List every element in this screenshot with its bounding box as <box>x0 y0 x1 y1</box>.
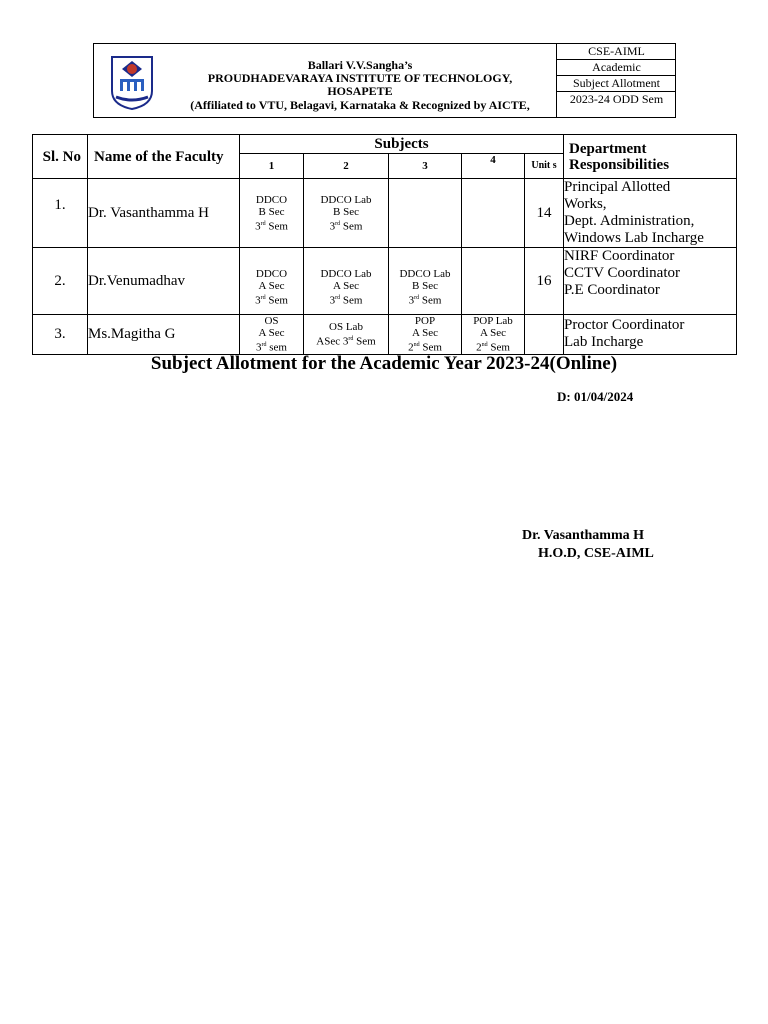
subject-col-3: 3 <box>389 154 462 179</box>
subject-cell: DDCO Lab B Sec 3rd Sem <box>389 248 462 315</box>
header-faculty: Name of the Faculty <box>88 135 240 179</box>
letterhead <box>93 43 676 118</box>
header-subjects: Subjects <box>240 135 564 154</box>
row-responsibilities: NIRF Coordinator CCTV Coordinator P.E Coordinator <box>564 248 737 315</box>
allotment-table <box>32 134 737 355</box>
units-col: Unit s <box>525 154 564 179</box>
subject-cell: OS Lab ASec 3rd Sem <box>304 315 389 355</box>
document-date: D: 01/04/2024 <box>557 389 634 404</box>
institute-location: HOSAPETE <box>327 84 393 98</box>
category-label: Academic <box>557 60 676 76</box>
doc-type-label: Subject Allotment <box>557 76 676 92</box>
row-responsibilities: Principal Allotted Works, Dept. Administration, Windows Lab Incharge <box>564 179 737 248</box>
table-row <box>33 179 737 248</box>
table-row <box>33 248 737 315</box>
signatory-designation: H.O.D, CSE-AIML <box>538 546 654 561</box>
subject-col-2: 2 <box>304 154 389 179</box>
dept-label: CSE-AIML <box>557 44 676 60</box>
institute-name-block <box>164 59 556 112</box>
subject-col-1: 1 <box>240 154 304 179</box>
subject-cell: POP Lab A Sec 2nd Sem <box>462 315 525 355</box>
semester-label: 2023-24 ODD Sem <box>569 92 664 106</box>
row-slno: 1. <box>33 179 88 248</box>
subject-cell: DDCO B Sec 3rd Sem <box>240 179 304 248</box>
subject-cell <box>462 179 525 248</box>
signatory-name: Dr. Vasanthamma H <box>522 528 645 543</box>
header-dept: Department Responsibilities <box>564 135 737 179</box>
document-info <box>556 44 676 117</box>
subject-cell: DDCO Lab B Sec 3rd Sem <box>304 179 389 248</box>
row-units: 16 <box>525 248 564 315</box>
subject-col-4: 4 <box>462 154 525 179</box>
subject-cell: DDCO A Sec 3rd Sem <box>240 248 304 315</box>
row-units: 14 <box>525 179 564 248</box>
row-faculty-name: Dr.Venumadhav <box>88 248 240 315</box>
row-slno: 3. <box>33 315 88 355</box>
institute-logo-icon <box>108 51 156 111</box>
header-slno: Sl. No <box>33 135 88 179</box>
society-name: Ballari V.V.Sangha’s <box>307 58 413 72</box>
institute-name: PROUDHADEVARAYA INSTITUTE OF TECHNOLOGY, <box>207 71 513 85</box>
row-slno: 2. <box>33 248 88 315</box>
row-faculty-name: Ms.Magitha G <box>88 315 240 355</box>
subject-cell <box>389 179 462 248</box>
subject-cell: DDCO Lab A Sec 3rd Sem <box>304 248 389 315</box>
page-title: Subject Allotment for the Academic Year 2023-24(Online) <box>150 353 618 374</box>
subject-cell: POP A Sec 2nd Sem <box>389 315 462 355</box>
row-units <box>525 315 564 355</box>
table-row <box>33 315 737 355</box>
affiliation: (Affiliated to VTU, Belagavi, Karnataka & Recognized by AICTE, <box>190 98 530 112</box>
subject-cell: OS A Sec 3rd sem <box>240 315 304 355</box>
subject-cell <box>462 248 525 315</box>
row-faculty-name: Dr. Vasanthamma H <box>88 179 240 248</box>
row-responsibilities: Proctor Coordinator Lab Incharge <box>564 315 737 355</box>
